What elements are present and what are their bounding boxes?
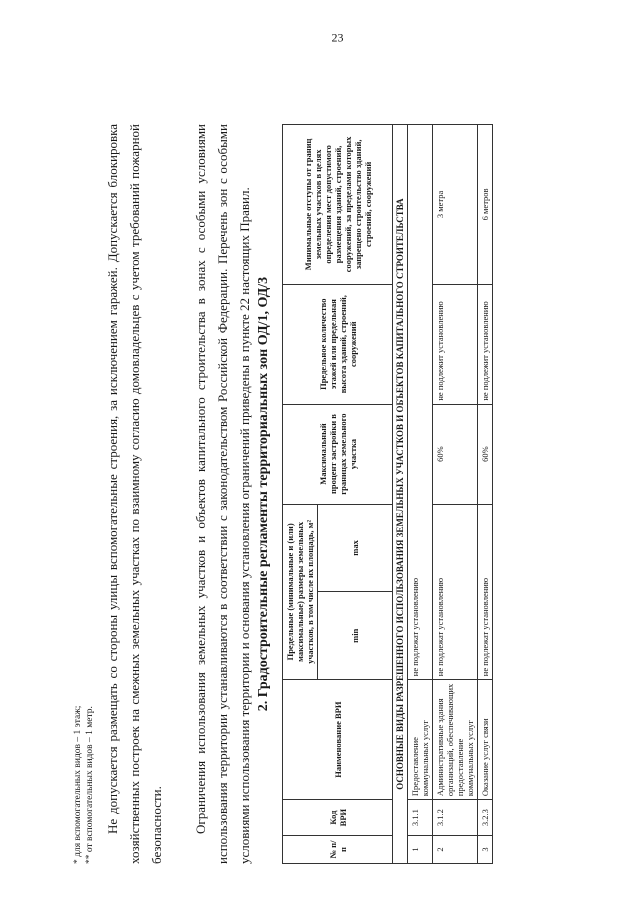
paragraph: Не допускается размещать со стороны улицы вспомогательные строения, за исключением гаражей. Допускается блокировка хозяйственных построек на смежных земельных участках по взаимному согласию домовладельцев с учетом требований пожарной безопасности. <box>105 124 164 864</box>
header-setback: Минимальные отступы от границ земельных участков в целях определения мест допустимого размещения зданий, строений, сооружений, за пределами которых запрещено строительство зданий, строений, сооружений <box>283 125 393 285</box>
header-code: Код ВРИ <box>283 800 393 836</box>
cell-name: Оказание услуг связи <box>478 680 493 800</box>
cell-name: Предоставление коммунальных услуг <box>408 680 433 800</box>
table-group-row <box>393 125 408 864</box>
cell-name: Административные здания организаций, обеспечивающих предоставление коммунальных услуг <box>433 680 478 800</box>
cell-num: 2 <box>433 836 478 864</box>
table-header-row <box>283 125 318 864</box>
page-number: 23 <box>331 30 344 45</box>
header-min: min <box>318 592 393 680</box>
cell-setback: 3 метра <box>433 125 478 285</box>
header-percent: Максимальный процент застройки в границах земельного участка <box>283 404 393 504</box>
header-floors: Предельное количество этажей или предельная высота зданий, строений, сооружений <box>283 284 393 404</box>
cell-size: не подлежат установлению <box>408 125 433 680</box>
header-num: № п/п <box>283 836 393 864</box>
cell-code: 3.2.3 <box>478 800 493 836</box>
rotated-page-content <box>60 32 580 872</box>
group-title: ОСНОВНЫЕ ВИДЫ РАЗРЕШЕННОГО ИСПОЛЬЗОВАНИЯ ЗЕМЕЛЬНЫХ УЧАСТКОВ И ОБЪЕКТОВ КАПИТАЛЬНОГО СТРОИТЕЛЬСТВА <box>393 125 408 864</box>
cell-percent: 60% <box>478 404 493 504</box>
cell-floors: не подлежит установлению <box>478 284 493 404</box>
table-row <box>408 125 433 864</box>
header-max: max <box>318 504 393 592</box>
cell-percent: 60% <box>433 404 478 504</box>
footnote: * для вспомогательных видов – 1 этаж; <box>73 705 83 864</box>
cell-code: 3.1.2 <box>433 800 478 836</box>
cell-setback: 6 метров <box>478 125 493 285</box>
header-name: Наименование ВРИ <box>283 680 393 800</box>
regulations-table <box>282 124 493 864</box>
section-title: 2. Градостроительные регламенты территориальных зон ОД/1, ОД/3 <box>256 276 271 712</box>
header-size: Предельные (минимальные и (или) максимальные) размеры земельных участков, в том числе их площадь, м² <box>283 504 318 680</box>
cell-floors: не подлежит установлению <box>433 284 478 404</box>
cell-size: не подлежат установлению <box>433 504 478 680</box>
table-row <box>433 125 478 864</box>
cell-num: 1 <box>408 836 433 864</box>
cell-size: не подлежат установлению <box>478 504 493 680</box>
table-row <box>478 125 493 864</box>
paragraph: Ограничения использования земельных участков и объектов капитального строительства в зонах с особыми условиями использования территории устанавливаются в соответствии с законодательством Российской Федерации. Перечень зон с особыми условиями использования территории и основания установления ограничений приведены в пункте 22 настоящих Правил. <box>193 124 252 864</box>
cell-code: 3.1.1 <box>408 800 433 836</box>
footnotes <box>72 706 96 864</box>
cell-num: 3 <box>478 836 493 864</box>
footnote: ** от вспомогательных видов – 1 метр. <box>85 706 95 864</box>
